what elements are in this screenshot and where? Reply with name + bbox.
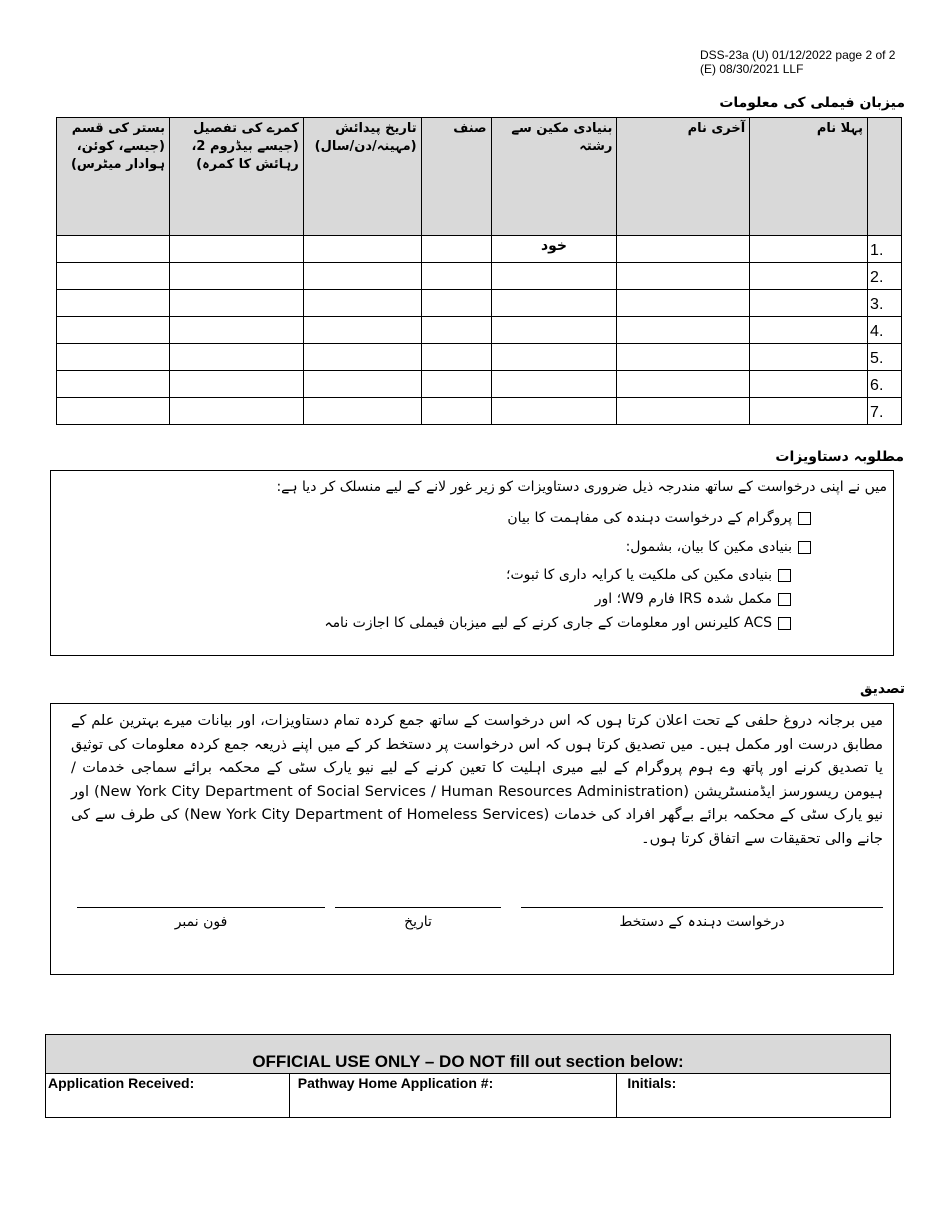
dob-cell[interactable] <box>303 263 421 290</box>
row-number: .2 <box>868 263 902 290</box>
dob-cell[interactable] <box>303 317 421 344</box>
room-cell[interactable] <box>169 344 303 371</box>
last-name-cell[interactable] <box>617 290 750 317</box>
last-name-cell[interactable] <box>617 236 750 263</box>
doc-item-occupant-statement[interactable] <box>111 535 811 560</box>
first-name-cell[interactable] <box>750 317 868 344</box>
phone-label: فون نمبر <box>174 914 228 930</box>
room-cell[interactable] <box>169 290 303 317</box>
dob-cell[interactable] <box>303 290 421 317</box>
room-cell[interactable] <box>169 398 303 425</box>
bed-cell[interactable] <box>57 371 170 398</box>
required-docs-title: مطلوبہ دستاویزات <box>775 449 904 465</box>
first-name-cell[interactable] <box>750 398 868 425</box>
table-row <box>57 398 902 425</box>
doc-subitem-ownership[interactable] <box>91 563 791 588</box>
relationship-cell[interactable] <box>491 317 617 344</box>
certification-text: میں برجانہ دروغ حلفی کے تحت اعلان کرتا ہوں کہ اس درخواست کے ساتھ جمع کردہ تمام دستاویزات، اور بیانات میرے بہترین علم کے مطابق درست اور مکمل ہیں۔ میں تصدیق کرتا ہوں کہ اس درخواست پر دستخط کر کے میں اپنے ذریعہ جمع کردہ معلومات کی توثیق یا تصدیق کرنے اور پاتھ وے ہوم پروگرام کے لیے میری اہلیت کا تعین کرنے کے لیے نیو یارک سٹی کے محکمہ برائے سماجی خدمات / ہیومن ریسورسز ایڈمنسٹریشن (New York City Department of Social Services / Human Resources Administration) اور نیو یارک سٹی کے محکمہ برائے بےگھر افراد کی خدمات (New York City Department of Homeless Services) کی طرف سے کی جانے والی تحقیقات سے اتفاق کرتا ہوں۔ <box>71 713 884 847</box>
room-cell[interactable] <box>169 263 303 290</box>
gender-cell[interactable] <box>421 371 491 398</box>
bed-cell[interactable] <box>57 236 170 263</box>
last-name-cell[interactable] <box>617 371 750 398</box>
row-number: .5 <box>868 344 902 371</box>
relationship-cell[interactable] <box>491 344 617 371</box>
room-cell[interactable] <box>169 371 303 398</box>
doc-item-label: بنیادی مکین کی ملکیت یا کرایہ داری کا ثبوت؛ <box>506 567 772 583</box>
date-label: تاریخ <box>404 914 432 930</box>
col-relationship: بنیادی مکین سے رشتہ <box>491 118 617 236</box>
last-name-cell[interactable] <box>617 263 750 290</box>
row-number: .1 <box>868 236 902 263</box>
first-name-cell[interactable] <box>750 290 868 317</box>
col-dob: تاریخ پیدائش (مہینہ/دن/سال) <box>303 118 421 236</box>
phone-line[interactable] <box>77 907 325 908</box>
dob-cell[interactable] <box>303 398 421 425</box>
last-name-cell[interactable] <box>617 398 750 425</box>
last-name-cell[interactable] <box>617 317 750 344</box>
col-last-name: آخری نام <box>617 118 750 236</box>
checkbox-icon[interactable] <box>778 593 791 606</box>
form-code: DSS-23a (U) 01/12/2022 page 2 of 2 <box>700 48 896 62</box>
doc-item-label: ACS کلیرنس اور معلومات کے جاری کرنے کے لیے میزبان فیملی کا اجازت نامہ <box>324 615 772 631</box>
row-number: .3 <box>868 290 902 317</box>
col-gender: صنف <box>421 118 491 236</box>
initials-field: Initials: <box>617 1074 891 1118</box>
table-row <box>57 344 902 371</box>
bed-cell[interactable] <box>57 290 170 317</box>
row-number: .7 <box>868 398 902 425</box>
table-row <box>57 371 902 398</box>
certification-title: تصدیق <box>859 681 905 697</box>
checkbox-icon[interactable] <box>798 512 811 525</box>
date-line[interactable] <box>335 907 501 908</box>
table-row <box>57 236 902 263</box>
relationship-cell[interactable]: خود <box>491 236 617 263</box>
form-header <box>700 48 905 76</box>
doc-item-label: مکمل شدہ IRS فارم W9؛ اور <box>594 591 772 607</box>
gender-cell[interactable] <box>421 317 491 344</box>
official-use-heading: OFFICIAL USE ONLY – DO NOT fill out section below: <box>46 1035 891 1074</box>
dob-cell[interactable] <box>303 371 421 398</box>
application-number-field: Pathway Home Application #: <box>289 1074 617 1118</box>
first-name-cell[interactable] <box>750 236 868 263</box>
bed-cell[interactable] <box>57 398 170 425</box>
dob-cell[interactable] <box>303 344 421 371</box>
first-name-cell[interactable] <box>750 344 868 371</box>
last-name-cell[interactable] <box>617 344 750 371</box>
relationship-cell[interactable] <box>491 263 617 290</box>
signature-line[interactable] <box>521 907 883 908</box>
first-name-cell[interactable] <box>750 371 868 398</box>
col-room: کمرے کی تفصیل (جیسے بیڈروم 2، رہائش کا کمرہ) <box>169 118 303 236</box>
room-cell[interactable] <box>169 317 303 344</box>
bed-cell[interactable] <box>57 263 170 290</box>
doc-item-understanding[interactable] <box>111 506 811 531</box>
required-docs-intro: میں نے اپنی درخواست کے ساتھ مندرجہ ذیل ضروری دستاویزات کو زیر غور لانے کے لیے منسلک کر دیا ہے: <box>276 479 887 495</box>
row-number: .4 <box>868 317 902 344</box>
gender-cell[interactable] <box>421 236 491 263</box>
checkbox-icon[interactable] <box>798 541 811 554</box>
doc-item-label: بنیادی مکین کا بیان، بشمول: <box>625 539 792 555</box>
doc-subitem-acs-clearance[interactable] <box>91 611 791 636</box>
col-number <box>868 118 902 236</box>
col-first-name: پہلا نام <box>750 118 868 236</box>
doc-item-label: پروگرام کے درخواست دہندہ کی مفاہمت کا بیان <box>507 510 792 526</box>
application-received-field: Application Received: <box>46 1074 290 1118</box>
required-docs-box <box>50 470 894 656</box>
first-name-cell[interactable] <box>750 263 868 290</box>
certification-box <box>50 703 894 975</box>
dob-cell[interactable] <box>303 236 421 263</box>
bed-cell[interactable] <box>57 344 170 371</box>
signature-label: درخواست دہندہ کے دستخط <box>619 914 785 930</box>
gender-cell[interactable] <box>421 263 491 290</box>
host-family-table <box>56 117 902 425</box>
table-row <box>57 317 902 344</box>
col-bed: بستر کی قسم (جیسے، کوئن، ہوادار میٹرس) <box>57 118 170 236</box>
table-row <box>57 290 902 317</box>
gender-cell[interactable] <box>421 290 491 317</box>
bed-cell[interactable] <box>57 317 170 344</box>
official-use-table <box>45 1034 891 1118</box>
gender-cell[interactable] <box>421 344 491 371</box>
form-revision: (E) 08/30/2021 LLF <box>700 62 804 76</box>
row-number: .6 <box>868 371 902 398</box>
host-family-title: میزبان فیملی کی معلومات <box>719 95 905 111</box>
doc-subitem-w9[interactable] <box>91 587 791 612</box>
gender-cell[interactable] <box>421 398 491 425</box>
table-row <box>57 263 902 290</box>
room-cell[interactable] <box>169 236 303 263</box>
relationship-cell[interactable] <box>491 371 617 398</box>
checkbox-icon[interactable] <box>778 617 791 630</box>
checkbox-icon[interactable] <box>778 569 791 582</box>
relationship-cell[interactable] <box>491 398 617 425</box>
relationship-cell[interactable] <box>491 290 617 317</box>
table-header-row <box>57 118 902 236</box>
